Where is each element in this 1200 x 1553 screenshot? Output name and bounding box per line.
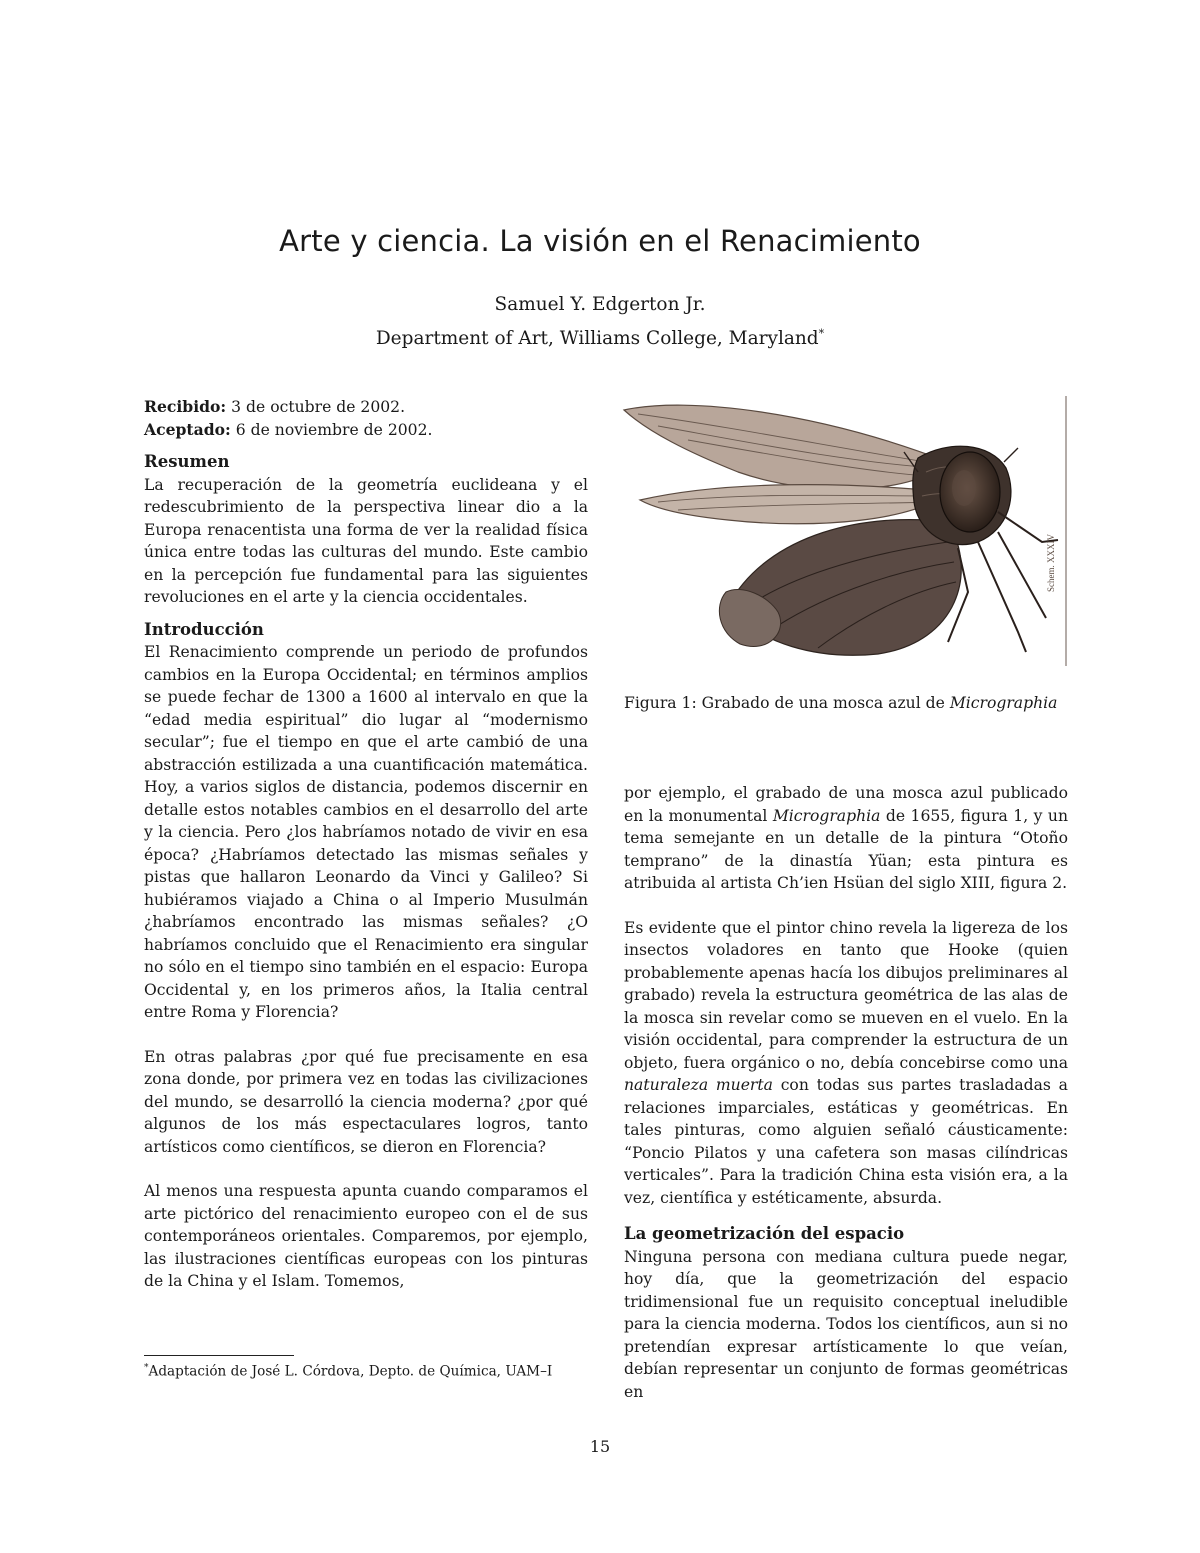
fly-engraving-figure — [618, 392, 1070, 670]
dates-block — [144, 396, 588, 441]
right-paragraph-2: Es evidente que el pintor chino revela la ligereza de los insectos voladores en tanto que Hooke (quien probablemente apenas hacía los dibujos preliminares al grabado) revela la estructura geométrica de las alas de la mosca sin revelar como se mueven en el vuelo. En la visión occidental, para comprender la estructura de un objeto, fuera orgánico o no, debía concebirse como una naturaleza muerta con todas sus partes trasladadas a relaciones imparciales, estáticas y geométricas. En tales pinturas, como alguien señaló cáusticamente: “Poncio Pilatos y una cafetera son masas cilíndricas verticales”. Para la tradición China esta visión era, a la vez, científica y estéticamente, absurda. — [624, 918, 1068, 1207]
author-name: Samuel Y. Edgerton Jr. — [494, 294, 706, 315]
plate-label: Schem. XXXIV — [1046, 534, 1056, 592]
abstract-text: La recuperación de la geometría euclideana y el redescubrimiento de la perspectiva linear dio a la Europa renacentista una forma de ver la realidad física única entre todas las culturas del mundo. Este cambio en la percepción fue fundamental para las siguientes revoluciones en el arte y la ciencia occidentales. — [144, 475, 588, 606]
received-label: Recibido: — [144, 397, 227, 416]
right-column — [624, 782, 1068, 1403]
author-block — [0, 290, 1200, 353]
section-heading-geometrization: La geometrización del espacio — [624, 1224, 905, 1243]
figure-caption: Figura 1: Grabado de una mosca azul de Micrographia — [624, 694, 1058, 712]
intro-paragraph-2: En otras palabras ¿por qué fue precisamente en esa zona donde, por primera vez en todas las civilizaciones del mundo, se desarrolló la ciencia moderna? ¿por qué algunos de los más espectaculares logros, tanto artísticos como científicos, se dieron en Florencia? — [144, 1047, 588, 1156]
right-paragraph-1: por ejemplo, el grabado de una mosca azul publicado en la monumental Micrographia de 1655, figura 1, y un tema semejante en un detalle de la pintura “Otoño temprano” de la dinastía Yüan; esta pintura es atribuida al artista Ch’ien Hsüan del siglo XIII, figura 2. — [624, 784, 1069, 892]
left-column — [144, 396, 588, 1293]
accepted-date: 6 de noviembre de 2002. — [235, 420, 433, 439]
intro-heading: Introducción — [144, 619, 264, 639]
abstract-heading: Resumen — [144, 452, 230, 471]
page-number: 15 — [589, 1437, 611, 1456]
author-affiliation: Department of Art, Williams College, Maryland* — [375, 327, 825, 350]
footnote-marker: * — [818, 327, 825, 340]
intro-paragraph-3: Al menos una respuesta apunta cuando comparamos el arte pictórico del renacimiento europeo con el de sus contemporáneos orientales. Comparemos, por ejemplo, las ilustraciones científicas europeas con los pinturas de la China y el Islam. Tomemos, — [144, 1182, 588, 1290]
right-paragraph-3: Ninguna persona con mediana cultura puede negar, hoy día, que la geometrización del espacio tridimensional fue un requisito conceptual ineludible para la ciencia moderna. Todos los científicos, aun si no pretendían expresar artísticamente lo que veían, debían representar un conjunto de formas geométricas en — [624, 1247, 1068, 1401]
intro-paragraph-1: El Renacimiento comprende un periodo de profundos cambios en la Europa Occidental; en términos amplios se puede fechar de 1300 a 1600 al intervalo en que la “edad media espiritual” dio lugar al “modernismo secular”; fue el tiempo en que el arte cambió de una abstracción estilizada a una cuantificación matemática. Hoy, a varios siglos de distancia, podemos discernir en detalle estos notables cambios en el desarrollo del arte y la ciencia. Pero ¿los habríamos notado de vivir en esa época? ¿Habríamos detectado las mismas señales y pistas que hallaron Leonardo da Vinci y Galileo? Si hubiéramos viajado a China o al Imperio Musulmán ¿habríamos encontrado las mismas señales? ¿O habríamos concluido que el Renacimiento era singular no sólo en el tiempo sino también en el espacio: Europa Occidental y, en los primeros años, la Italia central entre Roma y Florencia? — [144, 643, 588, 1021]
fly-engraving-image — [618, 392, 1070, 670]
footnote-rule — [144, 1355, 294, 1356]
paper-title: Arte y ciencia. La visión en el Renacimiento — [279, 224, 921, 258]
footnote: *Adaptación de José L. Córdova, Depto. de Química, UAM–I — [144, 1363, 553, 1380]
accepted-label: Aceptado: — [144, 419, 231, 439]
received-date: 3 de octubre de 2002. — [231, 398, 406, 416]
